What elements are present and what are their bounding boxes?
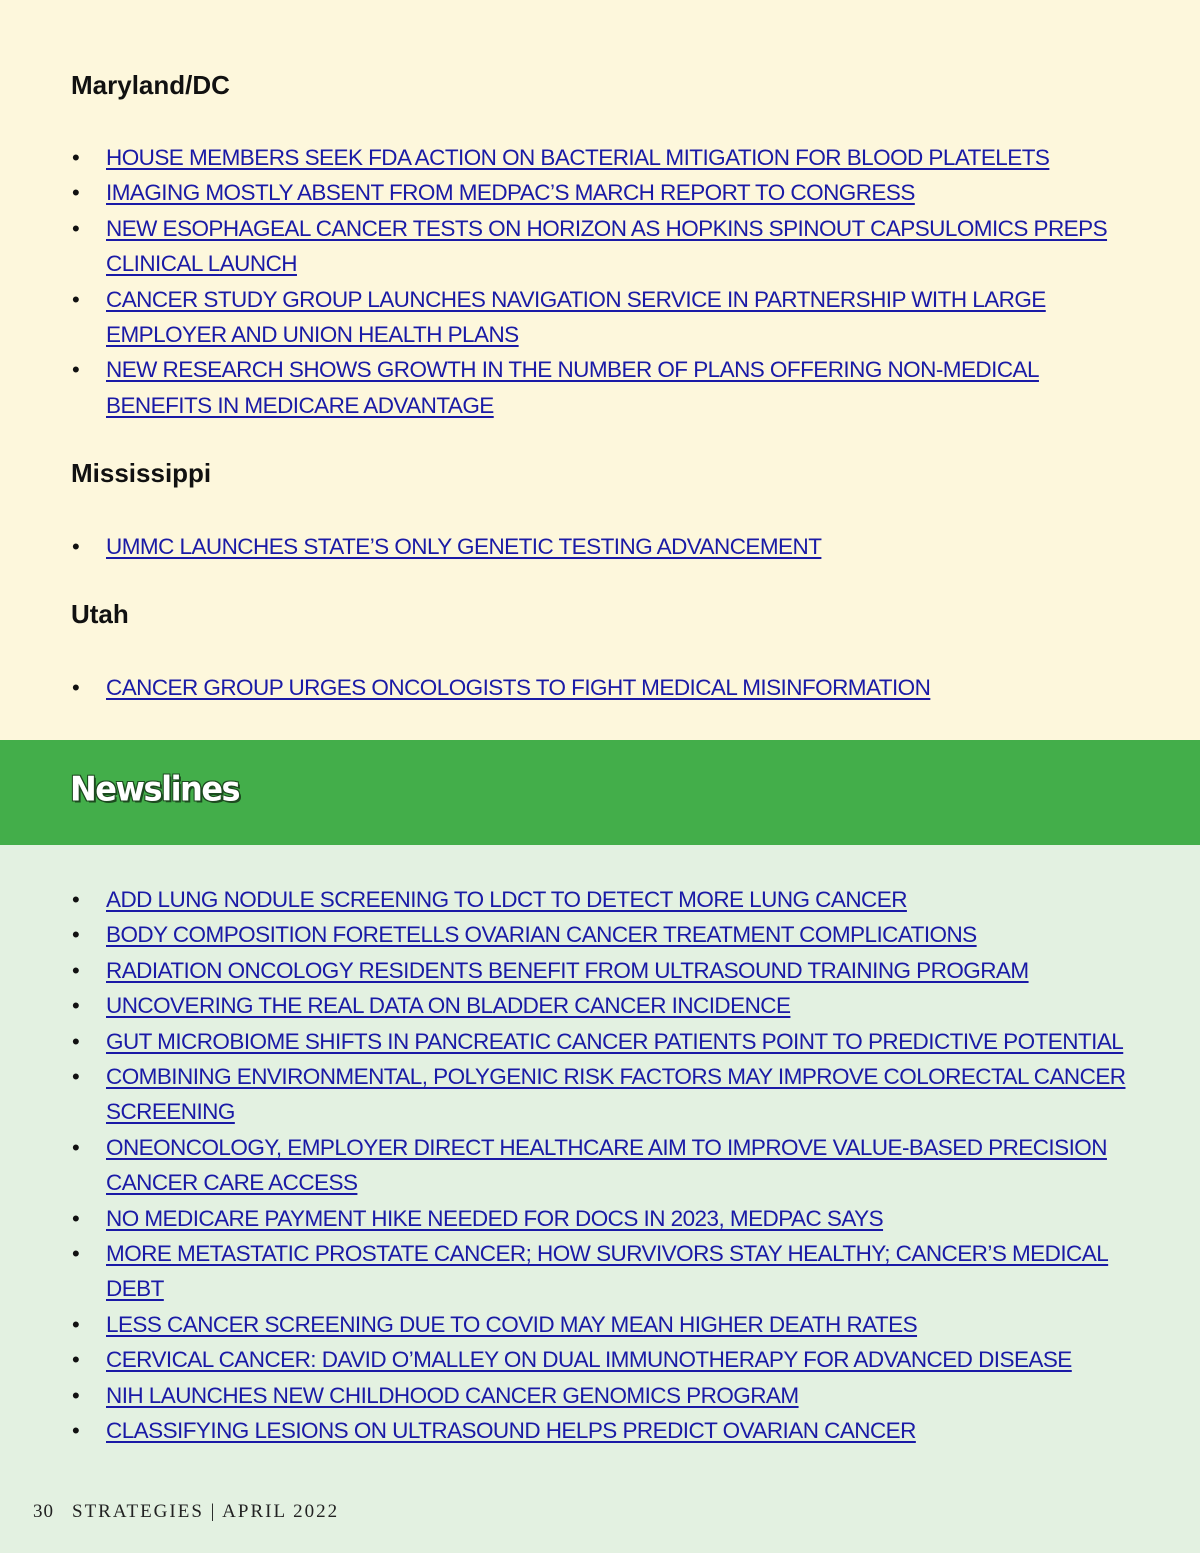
news-link[interactable]: IMAGING MOSTLY ABSENT FROM MEDPAC’S MARCH REPORT TO CONGRESS [106, 180, 915, 206]
page-footer [33, 1501, 339, 1523]
list-item [71, 917, 1141, 952]
news-link[interactable]: UNCOVERING THE REAL DATA ON BLADDER CANCER INCIDENCE [106, 993, 791, 1019]
newslines-banner [0, 740, 1200, 845]
news-link[interactable]: CERVICAL CANCER: DAVID O’MALLEY ON DUAL IMMUNOTHERAPY FOR ADVANCED DISEASE [106, 1347, 1072, 1373]
list-item [71, 529, 1141, 564]
news-link[interactable]: CANCER STUDY GROUP LAUNCHES NAVIGATION SERVICE IN PARTNERSHIP WITH LARGE EMPLOYER AND UNION HEALTH PLANS [106, 286, 1046, 348]
news-link[interactable]: RADIATION ONCOLOGY RESIDENTS BENEFIT FROM ULTRASOUND TRAINING PROGRAM [106, 957, 1029, 983]
list-item [71, 1130, 1141, 1201]
news-link[interactable]: BODY COMPOSITION FORETELLS OVARIAN CANCER TREATMENT COMPLICATIONS [106, 922, 977, 948]
list-item [71, 1059, 1141, 1130]
news-link[interactable]: CLASSIFYING LESIONS ON ULTRASOUND HELPS PREDICT OVARIAN CANCER [106, 1418, 916, 1444]
list-item [71, 1342, 1141, 1377]
list-item [71, 1236, 1141, 1307]
news-link[interactable]: CANCER GROUP URGES ONCOLOGISTS TO FIGHT MEDICAL MISINFORMATION [106, 675, 931, 700]
section-heading-maryland-dc: Maryland/DC [71, 70, 230, 100]
list-item [71, 1201, 1141, 1236]
list-item [71, 1307, 1141, 1342]
newslines-section [0, 845, 1200, 1553]
list-item [71, 882, 1141, 917]
section-heading-utah: Utah [71, 599, 129, 629]
page-number: 30 [33, 1501, 54, 1522]
utah-link-list [71, 670, 1141, 705]
state-news-section [0, 0, 1200, 740]
newslines-link-list [71, 882, 1141, 1449]
list-item [71, 670, 1141, 705]
news-link[interactable]: COMBINING ENVIRONMENTAL, POLYGENIC RISK FACTORS MAY IMPROVE COLORECTAL CANCER SCREENING [106, 1064, 1126, 1125]
list-item [71, 988, 1141, 1023]
news-link[interactable]: ONEONCOLOGY, EMPLOYER DIRECT HEALTHCARE AIM TO IMPROVE VALUE-BASED PRECISION CANCER CARE ACCESS [106, 1134, 1107, 1196]
list-item [71, 1413, 1141, 1448]
list-item [71, 175, 1141, 210]
list-item [71, 953, 1141, 988]
news-link[interactable]: LESS CANCER SCREENING DUE TO COVID MAY MEAN HIGHER DEATH RATES [106, 1311, 918, 1337]
list-item [71, 211, 1141, 282]
maryland-dc-link-list [71, 140, 1141, 423]
news-link[interactable]: NIH LAUNCHES NEW CHILDHOOD CANCER GENOMICS PROGRAM [106, 1382, 799, 1408]
publication-name: STRATEGIES | APRIL 2022 [72, 1501, 340, 1522]
news-link[interactable]: ADD LUNG NODULE SCREENING TO LDCT TO DETECT MORE LUNG CANCER [106, 887, 907, 912]
news-link[interactable]: HOUSE MEMBERS SEEK FDA ACTION ON BACTERIAL MITIGATION FOR BLOOD PLATELETS [106, 145, 1050, 170]
news-link[interactable]: NEW RESEARCH SHOWS GROWTH IN THE NUMBER OF PLANS OFFERING NON-MEDICAL BENEFITS IN MEDICARE ADVANTAGE [106, 357, 1039, 418]
section-heading-mississippi: Mississippi [71, 458, 212, 488]
list-item [71, 1378, 1141, 1413]
news-link[interactable]: NO MEDICARE PAYMENT HIKE NEEDED FOR DOCS IN 2023, MEDPAC SAYS [106, 1205, 884, 1231]
mississippi-link-list [71, 529, 1141, 564]
list-item [71, 352, 1141, 423]
news-link[interactable]: GUT MICROBIOME SHIFTS IN PANCREATIC CANCER PATIENTS POINT TO PREDICTIVE POTENTIAL [106, 1028, 1124, 1054]
news-link[interactable]: NEW ESOPHAGEAL CANCER TESTS ON HORIZON AS HOPKINS SPINOUT CAPSULOMICS PREPS CLINICAL LAUNCH [106, 215, 1108, 277]
news-link[interactable]: UMMC LAUNCHES STATE’S ONLY GENETIC TESTING ADVANCEMENT [106, 534, 822, 559]
news-link[interactable]: MORE METASTATIC PROSTATE CANCER; HOW SURVIVORS STAY HEALTHY; CANCER’S MEDICAL DEBT [106, 1241, 1109, 1302]
list-item [71, 1024, 1141, 1059]
newslines-title: Newslines [70, 769, 240, 809]
list-item [71, 140, 1141, 175]
list-item [71, 282, 1141, 353]
